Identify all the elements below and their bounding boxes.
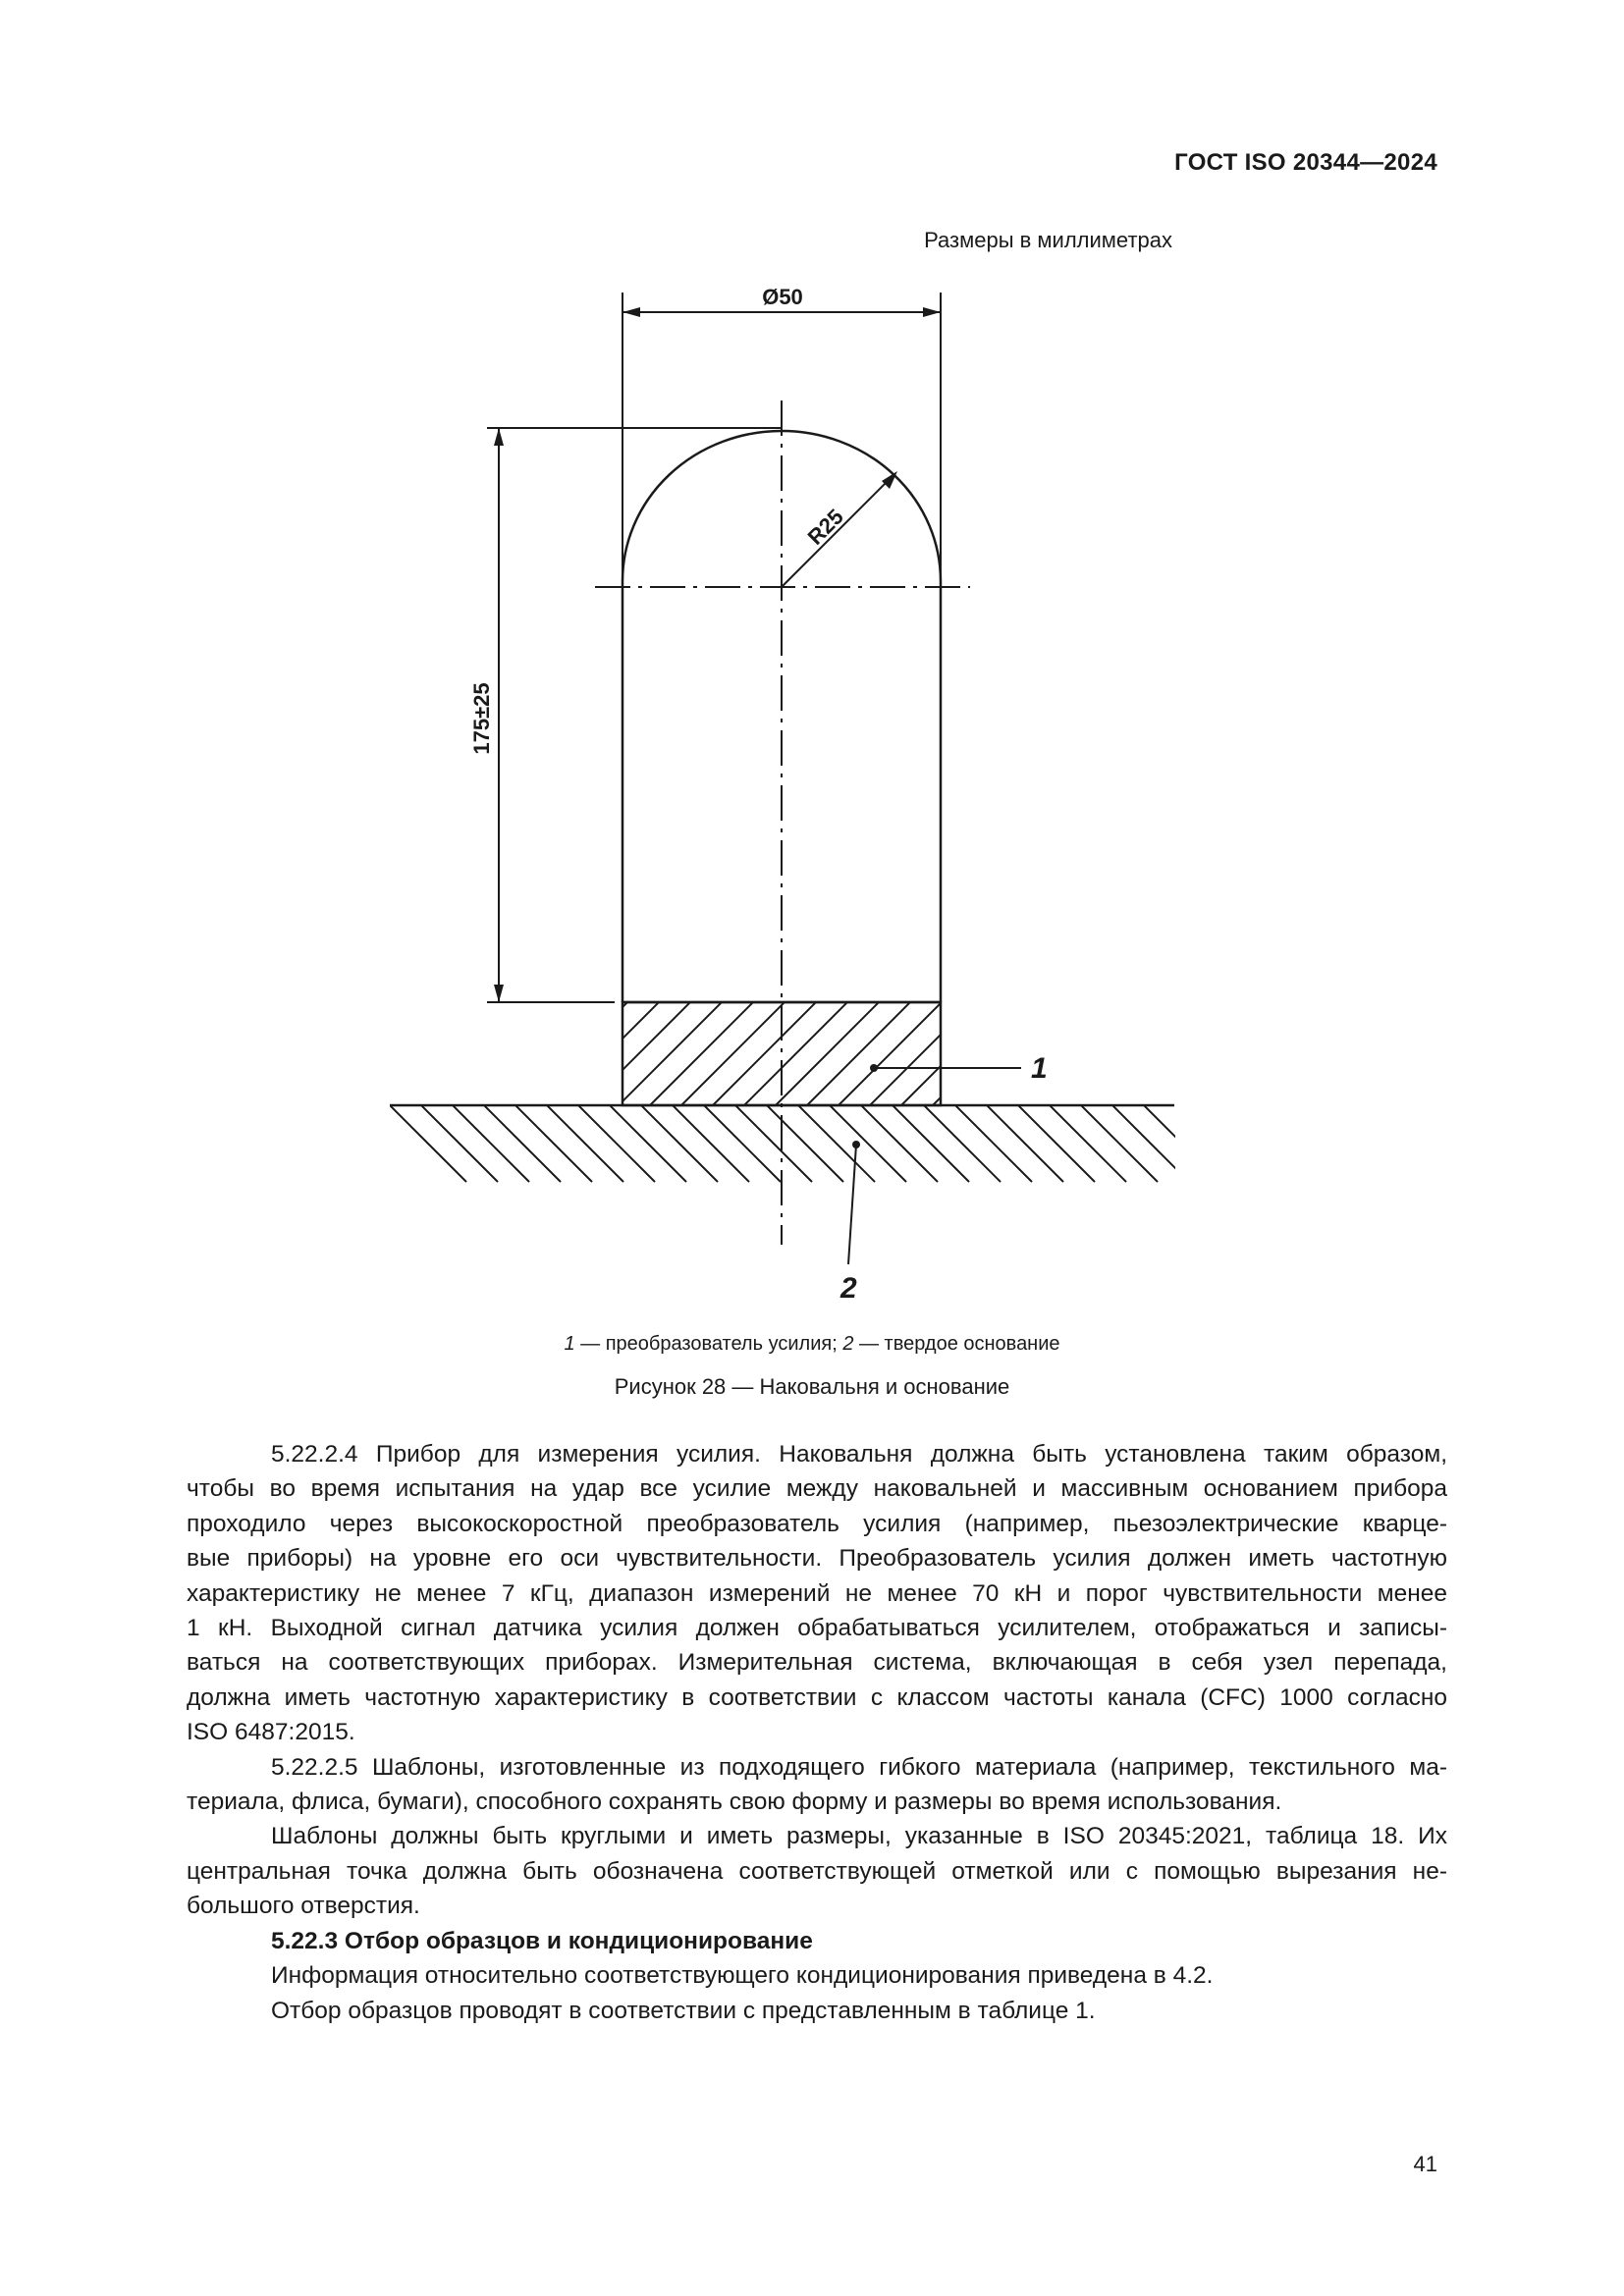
- paragraph-5-22-2-5-line: 5.22.2.5 Шаблоны, изготовленные из подходящего гибкого материала (например, текстильного ма-: [271, 1753, 1447, 1781]
- body-text: [187, 1437, 1447, 2028]
- height-arrow-top: [494, 428, 504, 446]
- arrow-right: [923, 307, 941, 317]
- paragraph-5-22-2-4: [187, 1437, 1447, 1750]
- height-arrow-bottom: [494, 985, 504, 1002]
- rigid-base-hatch: [390, 1105, 1220, 1182]
- radius-arrow: [882, 471, 897, 489]
- paragraph-5-22-2-4-line: чтобы во время испытания на удар все усилие между наковальней и массивным основанием прибора: [187, 1475, 1447, 1503]
- paragraph-5-22-2-4-line: 1 кН. Выходной сигнал датчика усилия должен обрабатываться усилителем, отображаться и записы-: [187, 1615, 1447, 1642]
- arrow-left: [623, 307, 640, 317]
- legend-text-2: — твердое основание: [853, 1333, 1060, 1355]
- paragraph-5-22-2-4-line: характеристику не менее 7 кГц, диапазон измерений не менее 70 кН и порог чувствительности менее: [187, 1579, 1447, 1607]
- figure-caption: Рисунок 28 — Наковальня и основание: [614, 1374, 1010, 1399]
- legend-key-1: 1: [564, 1333, 575, 1355]
- paragraph-sampling-line: Отбор образцов проводят в соответствии с представленным в таблице 1.: [271, 1997, 1096, 2024]
- paragraph-5-22-2-4-line: ISO 6487:2015.: [187, 1719, 355, 1746]
- paragraph-5-22-2-5-line: териала, флиса, бумаги), способного сохранять свою форму и размеры во время использования.: [187, 1789, 1282, 1816]
- paragraph-sampling: [187, 1994, 1447, 2028]
- paragraph-5-22-2-5: [187, 1750, 1447, 1820]
- legend-text-1: — преобразователь усилия;: [574, 1333, 843, 1355]
- legend-key-2: 2: [842, 1333, 854, 1355]
- page-number: 41: [1413, 2152, 1437, 2176]
- figure-legend: [0, 1333, 1624, 1356]
- callout-1-label: 1: [1031, 1052, 1048, 1085]
- callout-2-label: 2: [840, 1272, 857, 1305]
- section-heading-5-22-3: [187, 1924, 1447, 1958]
- height-label: 175±25: [469, 682, 494, 755]
- paragraph-5-22-2-4-line: 5.22.2.4 Прибор для измерения усилия. Наковальня должна быть установлена таким образом,: [271, 1441, 1447, 1468]
- document-header: ГОСТ ISO 20344—2024: [1174, 149, 1437, 176]
- paragraph-5-22-2-4-line: проходило через высокоскоростной преобразователь усилия (например, пьезоэлектрические кварце-: [187, 1510, 1447, 1537]
- paragraph-conditioning: [187, 1958, 1447, 1993]
- callout-2-leader: [848, 1145, 856, 1264]
- paragraph-templates: [187, 1819, 1447, 1923]
- radius-label: R25: [802, 504, 848, 550]
- section-heading-5-22-3-line: 5.22.3 Отбор образцов и кондиционирование: [271, 1927, 813, 1954]
- units-note: Размеры в миллиметрах: [924, 228, 1172, 252]
- paragraph-5-22-2-4-line: ваться на соответствующих приборах. Измерительная система, включающая в себя узел перепада,: [187, 1649, 1447, 1677]
- paragraph-conditioning-line: Информация относительно соответствующего кондиционирования приведена в 4.2.: [271, 1962, 1214, 1990]
- paragraph-templates-line: большого отверстия.: [187, 1893, 420, 1920]
- paragraph-5-22-2-4-line: должна иметь частотную характеристику в соответствии с классом частоты канала (CFC) 1000 согласно: [187, 1683, 1447, 1711]
- diameter-label: Ø50: [762, 285, 803, 309]
- paragraph-templates-line: центральная точка должна быть обозначена соответствующей отметкой или с помощью вырезания не-: [187, 1857, 1447, 1885]
- paragraph-5-22-2-4-line: вые приборы) на уровне его оси чувствительности. Преобразователь усилия должен иметь частотную: [187, 1545, 1447, 1573]
- paragraph-templates-line: Шаблоны должны быть круглыми и иметь размеры, указанные в ISO 20345:2021, таблица 18. Их: [271, 1823, 1447, 1850]
